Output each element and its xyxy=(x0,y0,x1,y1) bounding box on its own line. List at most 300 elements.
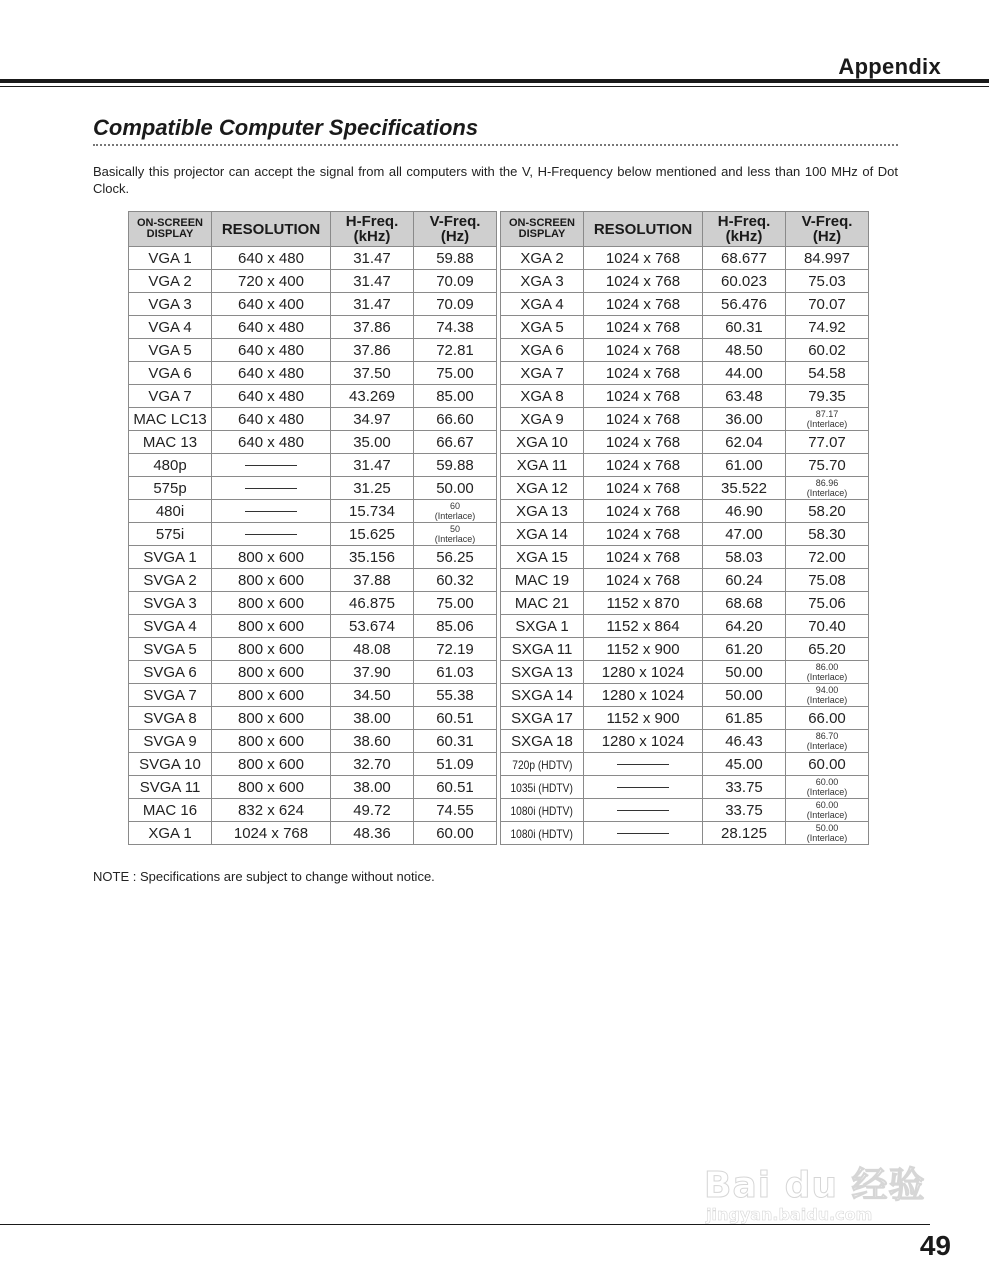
table-row xyxy=(129,431,497,454)
cell-resolution: 1024 x 768 xyxy=(584,316,703,339)
cell-resolution: 1280 x 1024 xyxy=(584,730,703,753)
table-row xyxy=(129,615,497,638)
cell-hfreq: 37.88 xyxy=(331,569,414,592)
cell-resolution: 1024 x 768 xyxy=(584,339,703,362)
cell-resolution: 800 x 600 xyxy=(212,684,331,707)
dash-line xyxy=(617,787,669,788)
cell-vfreq: 66.00 xyxy=(786,707,869,730)
col-header-hfreq xyxy=(703,212,786,247)
cell-vfreq xyxy=(786,776,869,799)
cell-display xyxy=(129,385,212,408)
table-row xyxy=(501,339,869,362)
cell-display xyxy=(129,546,212,569)
header-rule-thin xyxy=(0,86,989,87)
cell-display xyxy=(129,362,212,385)
cell-display-text: 480i xyxy=(155,502,185,520)
table-header-row xyxy=(129,212,497,247)
cell-hfreq: 36.00 xyxy=(703,408,786,431)
cell-display-text: MAC 13 xyxy=(142,433,198,451)
table-row xyxy=(501,753,869,776)
cell-resolution: 640 x 480 xyxy=(212,385,331,408)
cell-display xyxy=(129,523,212,546)
cell-display-text: SVGA 5 xyxy=(143,640,197,658)
cell-hfreq: 63.48 xyxy=(703,385,786,408)
cell-display xyxy=(129,661,212,684)
table-row xyxy=(129,638,497,661)
cell-hfreq: 61.20 xyxy=(703,638,786,661)
cell-display-text: 575i xyxy=(155,525,185,543)
cell-hfreq: 44.00 xyxy=(703,362,786,385)
cell-display-text: 720p (HDTV) xyxy=(511,757,573,772)
cell-vfreq: 74.55 xyxy=(414,799,497,822)
cell-display xyxy=(129,799,212,822)
cell-hfreq: 37.86 xyxy=(331,316,414,339)
cell-hfreq: 38.00 xyxy=(331,776,414,799)
cell-vfreq xyxy=(786,822,869,845)
cell-vfreq: 70.09 xyxy=(414,270,497,293)
cell-display xyxy=(501,638,584,661)
cell-resolution: 800 x 600 xyxy=(212,707,331,730)
cell-hfreq: 37.50 xyxy=(331,362,414,385)
table-row xyxy=(129,316,497,339)
table-row xyxy=(129,822,497,845)
cell-display xyxy=(129,316,212,339)
cell-vfreq xyxy=(414,523,497,546)
cell-display xyxy=(501,592,584,615)
cell-hfreq: 48.08 xyxy=(331,638,414,661)
cell-display-text: XGA 7 xyxy=(520,364,564,382)
cell-display-text: MAC LC13 xyxy=(133,410,207,428)
cell-hfreq: 47.00 xyxy=(703,523,786,546)
table-row xyxy=(129,730,497,753)
table-row xyxy=(129,661,497,684)
cell-display-text: XGA 11 xyxy=(516,456,568,474)
cell-display xyxy=(501,362,584,385)
cell-display-text: XGA 8 xyxy=(520,387,564,405)
cell-hfreq: 43.269 xyxy=(331,385,414,408)
spec-tables xyxy=(128,211,869,845)
header-rule xyxy=(0,79,989,83)
cell-display xyxy=(501,684,584,707)
cell-display xyxy=(129,569,212,592)
col-header-hfreq-line2: (kHz) xyxy=(725,228,763,245)
cell-display xyxy=(501,270,584,293)
cell-vfreq: 77.07 xyxy=(786,431,869,454)
col-header-vfreq-line2: (Hz) xyxy=(440,228,470,245)
cell-resolution: 640 x 480 xyxy=(212,431,331,454)
cell-vfreq-note: (Interlace) xyxy=(806,672,848,682)
table-row xyxy=(501,385,869,408)
col-header-resolution: RESOLUTION xyxy=(584,212,703,247)
cell-hfreq: 50.00 xyxy=(703,661,786,684)
cell-resolution: 1280 x 1024 xyxy=(584,684,703,707)
cell-display xyxy=(501,661,584,684)
cell-hfreq: 46.43 xyxy=(703,730,786,753)
cell-display-text: MAC 19 xyxy=(514,571,570,589)
cell-hfreq: 68.68 xyxy=(703,592,786,615)
cell-vfreq: 50.00 xyxy=(414,477,497,500)
cell-vfreq: 79.35 xyxy=(786,385,869,408)
cell-display-text: VGA 2 xyxy=(148,272,192,290)
cell-vfreq: 58.20 xyxy=(786,500,869,523)
cell-display-text: 1080i (HDTV) xyxy=(510,803,574,818)
cell-display-text: VGA 7 xyxy=(148,387,192,405)
table-row xyxy=(129,408,497,431)
cell-resolution: 1152 x 870 xyxy=(584,592,703,615)
cell-vfreq: 60.51 xyxy=(414,776,497,799)
cell-display xyxy=(129,753,212,776)
col-header-hfreq xyxy=(331,212,414,247)
cell-display-text: VGA 3 xyxy=(148,295,192,313)
dash-line xyxy=(245,534,297,535)
cell-resolution: 1152 x 900 xyxy=(584,707,703,730)
cell-display xyxy=(501,523,584,546)
table-row xyxy=(501,454,869,477)
cell-vfreq: 66.67 xyxy=(414,431,497,454)
cell-hfreq: 56.476 xyxy=(703,293,786,316)
cell-resolution: 1024 x 768 xyxy=(584,546,703,569)
table-row xyxy=(129,385,497,408)
cell-display xyxy=(129,500,212,523)
cell-hfreq: 15.625 xyxy=(331,523,414,546)
dash-line xyxy=(245,511,297,512)
cell-hfreq: 53.674 xyxy=(331,615,414,638)
col-header-hfreq-line1: H-Freq. xyxy=(345,213,399,230)
cell-resolution: 720 x 400 xyxy=(212,270,331,293)
cell-hfreq: 64.20 xyxy=(703,615,786,638)
cell-hfreq: 31.47 xyxy=(331,270,414,293)
cell-display xyxy=(129,477,212,500)
cell-resolution: 1152 x 864 xyxy=(584,615,703,638)
cell-resolution: 1024 x 768 xyxy=(584,270,703,293)
cell-vfreq xyxy=(786,730,869,753)
table-row xyxy=(501,546,869,569)
cell-resolution: 1024 x 768 xyxy=(584,500,703,523)
cell-resolution: 640 x 400 xyxy=(212,293,331,316)
table-row xyxy=(501,615,869,638)
cell-hfreq: 34.97 xyxy=(331,408,414,431)
cell-vfreq: 72.81 xyxy=(414,339,497,362)
cell-hfreq: 31.47 xyxy=(331,454,414,477)
table-row xyxy=(501,799,869,822)
col-header-vfreq-line1: V-Freq. xyxy=(429,213,481,230)
cell-display xyxy=(129,776,212,799)
col-header-display xyxy=(129,212,212,247)
cell-resolution: 1024 x 768 xyxy=(584,293,703,316)
cell-display-text: SVGA 4 xyxy=(143,617,197,635)
cell-hfreq: 35.522 xyxy=(703,477,786,500)
cell-vfreq xyxy=(786,408,869,431)
col-header-hfreq-line1: H-Freq. xyxy=(717,213,771,230)
cell-display-text: 575p xyxy=(153,479,187,497)
cell-vfreq: 61.03 xyxy=(414,661,497,684)
cell-resolution: 800 x 600 xyxy=(212,776,331,799)
table-row xyxy=(501,247,869,270)
cell-display-text: XGA 1 xyxy=(148,824,192,842)
cell-display xyxy=(501,293,584,316)
cell-display xyxy=(501,477,584,500)
cell-resolution: 640 x 480 xyxy=(212,339,331,362)
cell-vfreq: 75.03 xyxy=(786,270,869,293)
cell-vfreq: 84.997 xyxy=(786,247,869,270)
table-row xyxy=(501,523,869,546)
cell-hfreq: 68.677 xyxy=(703,247,786,270)
cell-hfreq: 35.00 xyxy=(331,431,414,454)
col-header-hfreq-line2: (kHz) xyxy=(353,228,391,245)
col-header-resolution: RESOLUTION xyxy=(212,212,331,247)
cell-display-text: XGA 15 xyxy=(516,548,568,566)
cell-vfreq: 54.58 xyxy=(786,362,869,385)
cell-display-text: MAC 16 xyxy=(142,801,198,819)
table-header-row xyxy=(501,212,869,247)
col-header-vfreq-line2: (Hz) xyxy=(812,228,842,245)
cell-display-text: XGA 14 xyxy=(516,525,568,543)
intro-paragraph: Basically this projector can accept the signal from all computers with the V, H-Frequency below mentioned and less than 100 MHz of Dot Clock. xyxy=(93,164,898,196)
dotted-divider xyxy=(93,144,898,146)
table-row xyxy=(501,270,869,293)
cell-display xyxy=(129,408,212,431)
cell-vfreq xyxy=(786,799,869,822)
cell-vfreq: 85.06 xyxy=(414,615,497,638)
table-row xyxy=(129,454,497,477)
col-header-vfreq-line1: V-Freq. xyxy=(801,213,853,230)
table-row xyxy=(501,684,869,707)
cell-vfreq-value: 94.00 xyxy=(815,685,839,695)
cell-display xyxy=(501,776,584,799)
cell-vfreq-note: (Interlace) xyxy=(434,534,476,544)
table-row xyxy=(501,569,869,592)
cell-resolution: 640 x 480 xyxy=(212,362,331,385)
cell-resolution: 1024 x 768 xyxy=(584,431,703,454)
cell-vfreq-note: (Interlace) xyxy=(434,511,476,521)
cell-resolution: 1024 x 768 xyxy=(584,408,703,431)
cell-resolution-empty xyxy=(212,454,331,477)
cell-display-text: 480p xyxy=(153,456,187,474)
cell-hfreq: 61.00 xyxy=(703,454,786,477)
cell-resolution: 1024 x 768 xyxy=(584,569,703,592)
cell-vfreq-note: (Interlace) xyxy=(806,810,848,820)
table-row xyxy=(501,362,869,385)
cell-vfreq-note: (Interlace) xyxy=(806,419,848,429)
table-row xyxy=(501,408,869,431)
cell-vfreq: 51.09 xyxy=(414,753,497,776)
cell-vfreq: 60.02 xyxy=(786,339,869,362)
cell-resolution: 800 x 600 xyxy=(212,753,331,776)
dash-line xyxy=(617,810,669,811)
cell-display-text: SVGA 7 xyxy=(143,686,197,704)
table-row xyxy=(129,592,497,615)
cell-hfreq: 32.70 xyxy=(331,753,414,776)
cell-display-text: SVGA 9 xyxy=(143,732,197,750)
cell-hfreq: 35.156 xyxy=(331,546,414,569)
cell-display xyxy=(129,247,212,270)
cell-hfreq: 33.75 xyxy=(703,776,786,799)
cell-display xyxy=(129,339,212,362)
footer-rule xyxy=(0,1224,930,1225)
table-row xyxy=(501,500,869,523)
cell-hfreq: 49.72 xyxy=(331,799,414,822)
cell-hfreq: 15.734 xyxy=(331,500,414,523)
cell-display xyxy=(129,615,212,638)
cell-resolution: 800 x 600 xyxy=(212,730,331,753)
table-row xyxy=(501,638,869,661)
cell-vfreq-note: (Interlace) xyxy=(806,695,848,705)
cell-hfreq: 46.90 xyxy=(703,500,786,523)
cell-vfreq: 59.88 xyxy=(414,247,497,270)
cell-display xyxy=(501,454,584,477)
cell-hfreq: 28.125 xyxy=(703,822,786,845)
cell-hfreq: 33.75 xyxy=(703,799,786,822)
cell-vfreq: 72.00 xyxy=(786,546,869,569)
cell-display-text: SXGA 18 xyxy=(511,732,573,750)
cell-display xyxy=(129,730,212,753)
dash-line xyxy=(617,764,669,765)
table-row xyxy=(129,293,497,316)
cell-vfreq: 60.51 xyxy=(414,707,497,730)
cell-display xyxy=(129,684,212,707)
table-row xyxy=(501,730,869,753)
cell-display-text: 1035i (HDTV) xyxy=(510,780,574,795)
cell-display xyxy=(501,615,584,638)
cell-vfreq: 70.07 xyxy=(786,293,869,316)
cell-display xyxy=(501,730,584,753)
cell-resolution-empty xyxy=(212,500,331,523)
cell-resolution: 1280 x 1024 xyxy=(584,661,703,684)
cell-resolution: 1024 x 768 xyxy=(212,822,331,845)
cell-hfreq: 48.36 xyxy=(331,822,414,845)
cell-display-text: SVGA 3 xyxy=(143,594,197,612)
cell-display-text: SXGA 13 xyxy=(511,663,573,681)
table-row xyxy=(501,707,869,730)
table-row xyxy=(501,661,869,684)
cell-hfreq: 62.04 xyxy=(703,431,786,454)
cell-hfreq: 60.24 xyxy=(703,569,786,592)
header-title: Appendix xyxy=(838,54,941,79)
cell-vfreq: 74.92 xyxy=(786,316,869,339)
cell-vfreq: 72.19 xyxy=(414,638,497,661)
cell-resolution: 1024 x 768 xyxy=(584,385,703,408)
cell-display-text: VGA 6 xyxy=(148,364,192,382)
cell-display xyxy=(129,454,212,477)
cell-display-text: XGA 2 xyxy=(520,249,564,267)
table-row xyxy=(129,362,497,385)
page-number: 49 xyxy=(919,1230,951,1261)
cell-display-text: SXGA 11 xyxy=(511,640,573,658)
cell-hfreq: 58.03 xyxy=(703,546,786,569)
cell-display xyxy=(501,316,584,339)
cell-vfreq-value: 50 xyxy=(449,524,460,534)
cell-vfreq: 70.40 xyxy=(786,615,869,638)
cell-display-text: VGA 4 xyxy=(148,318,192,336)
cell-display-text: VGA 1 xyxy=(148,249,192,267)
cell-vfreq: 66.60 xyxy=(414,408,497,431)
cell-hfreq: 31.25 xyxy=(331,477,414,500)
cell-vfreq-note: (Interlace) xyxy=(806,741,848,751)
cell-hfreq: 31.47 xyxy=(331,247,414,270)
cell-vfreq: 58.30 xyxy=(786,523,869,546)
cell-display xyxy=(129,707,212,730)
table-row xyxy=(129,684,497,707)
cell-vfreq: 75.06 xyxy=(786,592,869,615)
cell-display xyxy=(501,247,584,270)
cell-display xyxy=(129,270,212,293)
cell-display xyxy=(501,408,584,431)
cell-hfreq: 45.00 xyxy=(703,753,786,776)
cell-vfreq: 60.00 xyxy=(414,822,497,845)
col-header-display xyxy=(501,212,584,247)
cell-vfreq-note: (Interlace) xyxy=(806,787,848,797)
cell-vfreq-note: (Interlace) xyxy=(806,488,848,498)
cell-resolution-empty xyxy=(212,477,331,500)
cell-vfreq-value: 86.70 xyxy=(815,731,839,741)
cell-vfreq-value: 86.96 xyxy=(815,478,839,488)
cell-vfreq xyxy=(786,684,869,707)
watermark-main-text: Bai du 经验 xyxy=(704,1165,926,1206)
table-row xyxy=(129,270,497,293)
cell-vfreq-value: 60.00 xyxy=(815,777,839,787)
table-row xyxy=(129,776,497,799)
spec-table-left-body xyxy=(129,247,497,845)
cell-vfreq: 56.25 xyxy=(414,546,497,569)
cell-display-text: XGA 6 xyxy=(520,341,564,359)
cell-display-text: VGA 5 xyxy=(148,341,192,359)
cell-resolution: 1152 x 900 xyxy=(584,638,703,661)
cell-display-text: SVGA 1 xyxy=(143,548,197,566)
cell-vfreq: 70.09 xyxy=(414,293,497,316)
cell-hfreq: 48.50 xyxy=(703,339,786,362)
cell-resolution-empty xyxy=(584,822,703,845)
cell-hfreq: 60.023 xyxy=(703,270,786,293)
cell-display xyxy=(129,431,212,454)
table-row xyxy=(129,523,497,546)
cell-vfreq: 55.38 xyxy=(414,684,497,707)
cell-hfreq: 38.00 xyxy=(331,707,414,730)
cell-vfreq-value: 60 xyxy=(449,501,460,511)
cell-vfreq-value: 86.00 xyxy=(815,662,839,672)
cell-display xyxy=(501,339,584,362)
cell-display xyxy=(129,592,212,615)
cell-display-text: SVGA 2 xyxy=(143,571,197,589)
cell-vfreq: 74.38 xyxy=(414,316,497,339)
cell-vfreq: 75.00 xyxy=(414,592,497,615)
cell-resolution-empty xyxy=(584,753,703,776)
cell-vfreq: 75.00 xyxy=(414,362,497,385)
cell-resolution-empty xyxy=(212,523,331,546)
col-header-display-line2: DISPLAY xyxy=(518,228,566,240)
dash-line xyxy=(245,488,297,489)
cell-display-text: SXGA 14 xyxy=(511,686,573,704)
table-row xyxy=(501,316,869,339)
cell-resolution: 800 x 600 xyxy=(212,638,331,661)
cell-display xyxy=(501,822,584,845)
cell-vfreq-value: 60.00 xyxy=(815,800,839,810)
dash-line xyxy=(617,833,669,834)
cell-vfreq: 75.70 xyxy=(786,454,869,477)
cell-display-text: XGA 3 xyxy=(520,272,564,290)
col-header-display-line2: DISPLAY xyxy=(146,228,194,240)
cell-display xyxy=(501,569,584,592)
cell-vfreq: 60.00 xyxy=(786,753,869,776)
cell-display xyxy=(501,753,584,776)
cell-display-text: SVGA 6 xyxy=(143,663,197,681)
watermark-sub-text: jingyan.baidu.com xyxy=(706,1205,873,1224)
table-row xyxy=(129,477,497,500)
cell-display xyxy=(501,500,584,523)
cell-display xyxy=(129,293,212,316)
cell-vfreq: 60.31 xyxy=(414,730,497,753)
cell-display xyxy=(501,385,584,408)
cell-vfreq-value: 50.00 xyxy=(815,823,839,833)
